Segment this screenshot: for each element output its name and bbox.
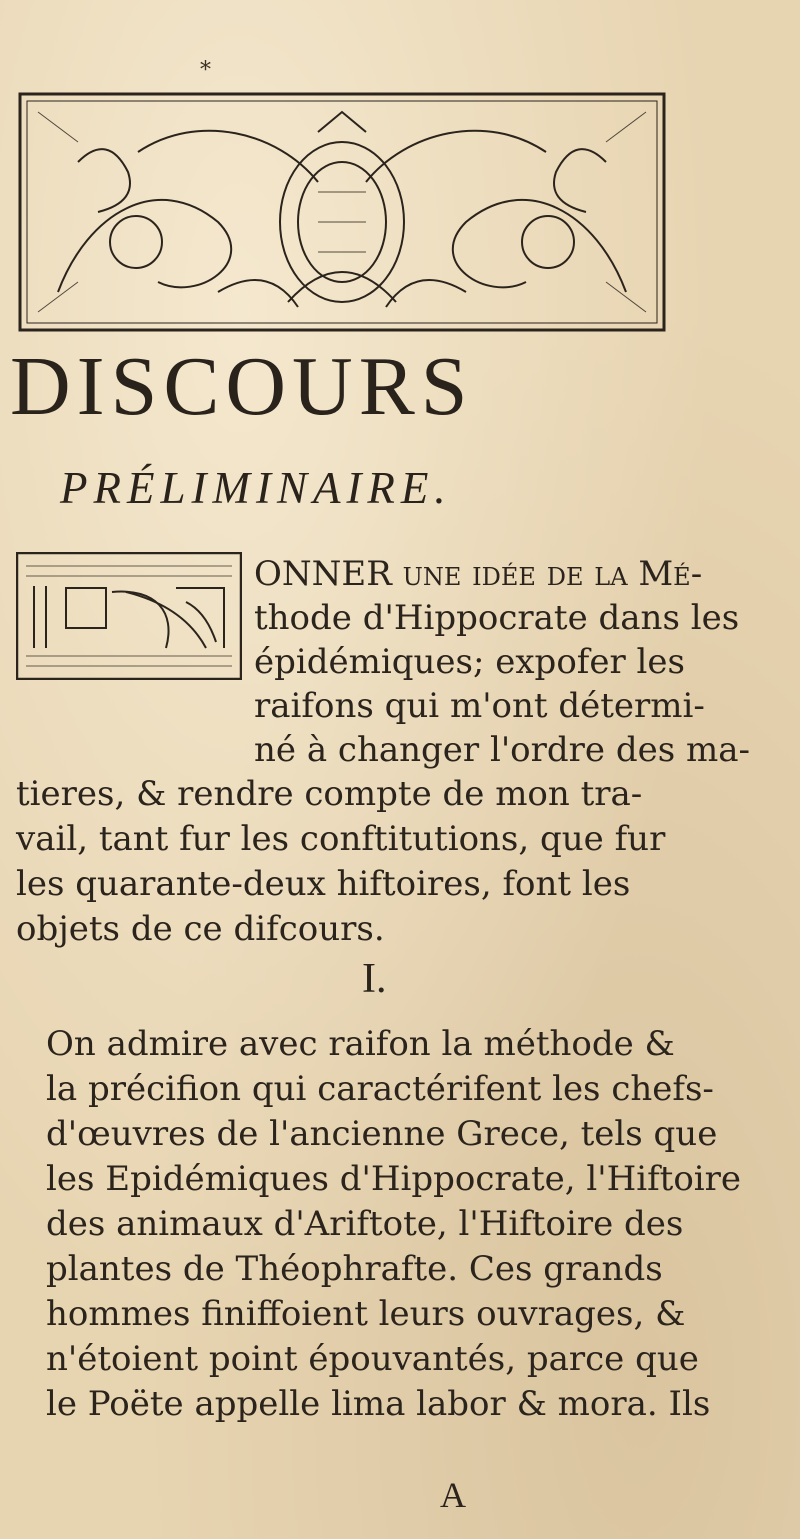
ornamental-headpiece	[18, 92, 666, 332]
body-line: d'œuvres de l'ancienne Grece, tels que	[46, 1114, 718, 1154]
intro-line: vail, tant fur les conftitutions, que fur	[16, 819, 666, 859]
intro-rest-lines	[16, 772, 786, 952]
intro-line: thode d'Hippocrate dans les	[254, 598, 740, 638]
intro-line: né à changer l'ordre des ma-	[254, 730, 750, 770]
ornamental-drop-cap	[16, 552, 242, 680]
body-line: des animaux d'Ariftote, l'Hiftoire des	[46, 1204, 684, 1244]
page-subtitle: PRÉLIMINAIRE.	[60, 463, 452, 513]
page-mark: *	[200, 58, 211, 83]
intro-line: ONNER une idée de la Mé-	[254, 554, 703, 594]
intro-line: tieres, & rendre compte de mon tra-	[16, 774, 643, 814]
body-line: n'étoient point épouvantés, parce que	[46, 1339, 699, 1379]
intro-line: objets de ce difcours.	[16, 909, 385, 949]
body-line: hommes finiffoient leurs ouvrages, &	[46, 1294, 686, 1334]
page-title: DISCOURS	[10, 340, 474, 433]
section-number: I.	[362, 956, 387, 1002]
intro-line: épidémiques; expofer les	[254, 642, 685, 682]
body-line: la précifion qui caractérifent les chefs-	[46, 1069, 714, 1109]
intro-first-lines	[254, 552, 774, 772]
intro-line: les quarante-deux hiftoires, font les	[16, 864, 631, 904]
body-line: On admire avec raifon la méthode &	[46, 1024, 675, 1064]
body-line: plantes de Théophrafte. Ces grands	[46, 1249, 663, 1289]
signature-mark: A	[440, 1475, 466, 1515]
body-line: les Epidémiques d'Hippocrate, l'Hiftoire	[46, 1159, 742, 1199]
intro-line: raifons qui m'ont détermi-	[254, 686, 705, 726]
body-line: le Poëte appelle lima labor & mora. Ils	[46, 1384, 711, 1424]
body-paragraph	[46, 1022, 786, 1427]
